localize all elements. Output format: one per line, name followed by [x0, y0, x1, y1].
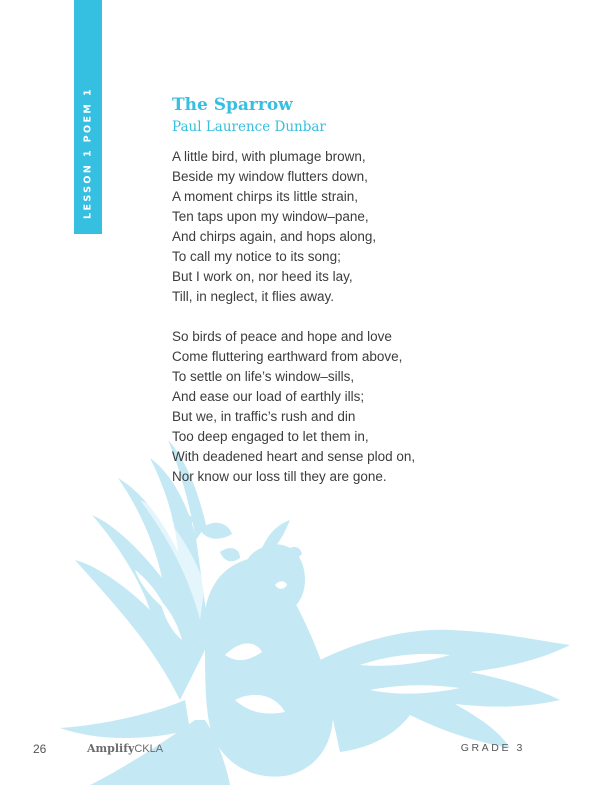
lesson-side-tab — [74, 0, 102, 234]
poem-line: Too deep engaged to let them in, — [172, 429, 369, 444]
brand-name-part2: CKLA — [134, 743, 164, 755]
page-number: 26 — [33, 742, 47, 756]
lesson-label: LESSON 1 POEM 1 — [82, 87, 94, 219]
publisher-logo — [87, 742, 163, 755]
poem-line: But we, in traffic’s rush and din — [172, 409, 356, 424]
poem-line: To settle on life’s window–sills, — [172, 369, 355, 384]
poem-line: So birds of peace and hope and love — [172, 329, 392, 344]
poem-line: Ten taps upon my window–pane, — [172, 209, 369, 224]
poem-line: To call my notice to its song; — [172, 249, 341, 264]
poem-title: The Sparrow — [172, 95, 293, 115]
stanza-2 — [172, 327, 502, 487]
poem-line: A little bird, with plumage brown, — [172, 149, 366, 164]
poem-line: Nor know our loss till they are gone. — [172, 469, 387, 484]
poem-body — [172, 147, 502, 507]
stanza-1 — [172, 147, 502, 307]
poem-line: And chirps again, and hops along, — [172, 229, 377, 244]
poem-line: Till, in neglect, it flies away. — [172, 289, 335, 304]
poem-line: Beside my window flutters down, — [172, 169, 368, 184]
grade-label: GRADE 3 — [460, 742, 525, 754]
poem-line: Come fluttering earthward from above, — [172, 349, 403, 364]
brand-name-part1: Amplify — [87, 742, 135, 755]
poem-line: But I work on, nor heed its lay, — [172, 269, 353, 284]
poem-author: Paul Laurence Dunbar — [172, 119, 326, 135]
poem-line: A moment chirps its little strain, — [172, 189, 359, 204]
poem-line: With deadened heart and sense plod on, — [172, 449, 416, 464]
poem-line: And ease our load of earthly ills; — [172, 389, 365, 404]
